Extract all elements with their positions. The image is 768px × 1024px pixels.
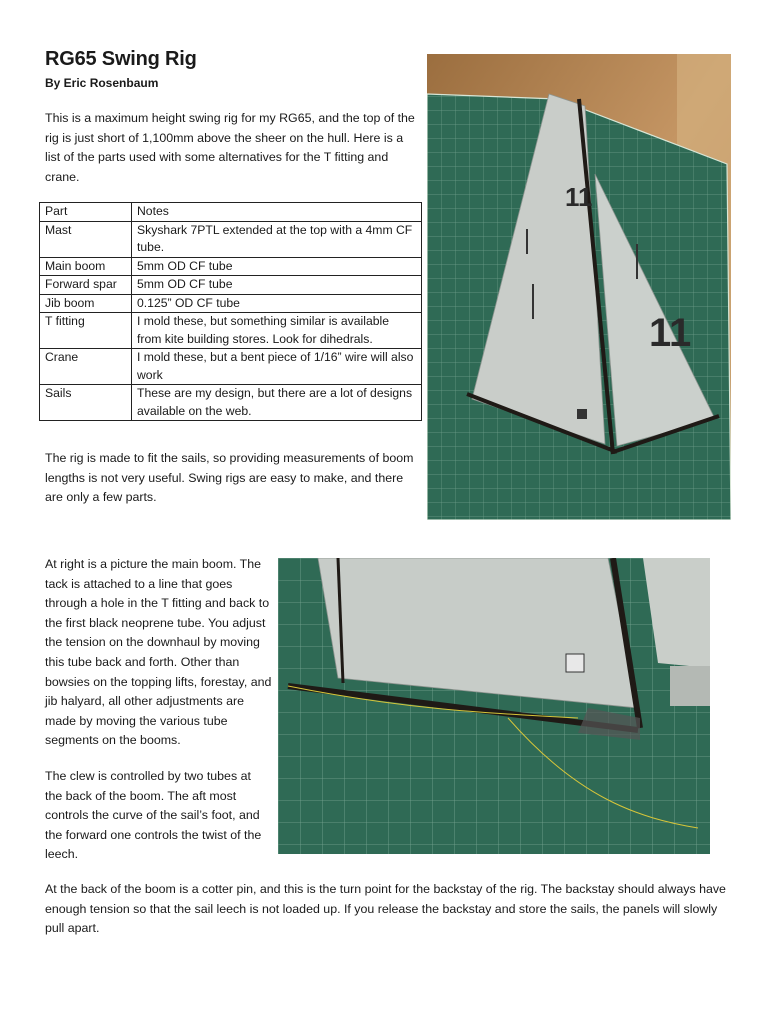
svg-text:11: 11 bbox=[565, 182, 593, 212]
table-row bbox=[40, 349, 422, 385]
table-header-row bbox=[40, 203, 422, 222]
page-title: RG65 Swing Rig bbox=[45, 48, 197, 70]
notes-cell: 5mm OD CF tube bbox=[132, 257, 422, 276]
rig-paragraph: The rig is made to fit the sails, so providing measurements of boom lengths is not very useful. Swing rigs are easy to make, and there are only a few parts. bbox=[45, 451, 414, 505]
part-cell: Forward spar bbox=[40, 276, 132, 295]
table-row bbox=[40, 294, 422, 313]
part-cell: Mast bbox=[40, 221, 132, 257]
table-row bbox=[40, 385, 422, 421]
table-row bbox=[40, 276, 422, 295]
parts-table bbox=[39, 202, 422, 421]
column-header-part: Part bbox=[40, 203, 132, 222]
svg-text:11: 11 bbox=[649, 311, 692, 355]
part-cell: T fitting bbox=[40, 313, 132, 349]
clew-paragraph: The clew is controlled by two tubes at the back of the boom. The aft most controls the curve of the sail’s foot, and the forward one controls the twist of the leech. bbox=[45, 769, 262, 862]
notes-cell: I mold these, but a bent piece of 1/16” wire will also work bbox=[132, 349, 422, 385]
table-row bbox=[40, 257, 422, 276]
notes-cell: Skyshark 7PTL extended at the top with a 4mm CF tube. bbox=[132, 221, 422, 257]
part-cell: Crane bbox=[40, 349, 132, 385]
column-header-notes: Notes bbox=[132, 203, 422, 222]
backstay-paragraph: At the back of the boom is a cotter pin, and this is the turn point for the backstay of the rig. The backstay should always have enough tension so that the sail leech is not loaded up. If you release the backstay and store the sails, the panels will slowly pull apart. bbox=[45, 882, 726, 936]
part-cell: Main boom bbox=[40, 257, 132, 276]
part-cell: Jib boom bbox=[40, 294, 132, 313]
intro-paragraph: This is a maximum height swing rig for my RG65, and the top of the rig is just short of 1,100mm above the sheer on the hull. Here is a list of the parts used with some alternatives for the T fitting and crane. bbox=[45, 111, 415, 184]
rig-photo-drawing bbox=[427, 54, 731, 520]
notes-cell: These are my design, but there are a lot of designs available on the web. bbox=[132, 385, 422, 421]
table-row bbox=[40, 313, 422, 349]
rig-photo bbox=[427, 54, 731, 520]
main-boom-paragraph: At right is a picture the main boom. The tack is attached to a line that goes through a hole in the T fitting and back to the first black neoprene tube. You adjust the tension on the downhaul by moving this tube back and forth. Other than bowsies on the topping lifts, forestay, and jib halyard, all other adjustments are made by moving the various tube segments on the booms. bbox=[45, 557, 272, 748]
notes-cell: 0.125” OD CF tube bbox=[132, 294, 422, 313]
author-byline: By Eric Rosenbaum bbox=[45, 76, 159, 90]
table-row bbox=[40, 221, 422, 257]
notes-cell: 5mm OD CF tube bbox=[132, 276, 422, 295]
main-boom-photo-drawing bbox=[278, 558, 710, 854]
part-cell: Sails bbox=[40, 385, 132, 421]
notes-cell: I mold these, but something similar is available from kite building stores. Look for dihedrals. bbox=[132, 313, 422, 349]
main-boom-photo bbox=[278, 558, 710, 854]
